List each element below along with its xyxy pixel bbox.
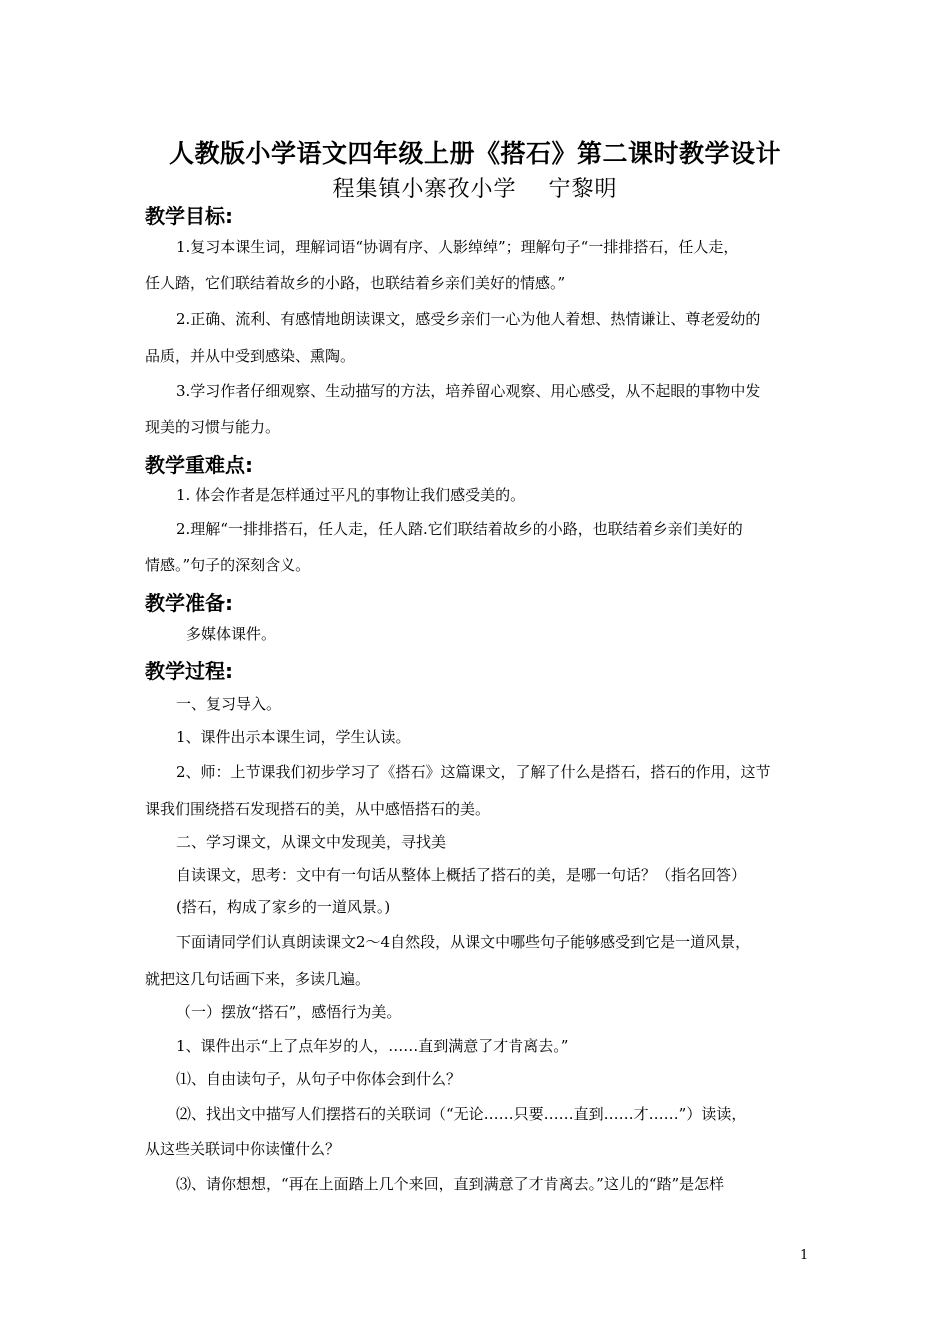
heading-objectives: 教学目标: <box>145 204 233 228</box>
heading-preparation: 教学准备: <box>145 591 233 615</box>
paragraph-line: 从这些关联词中你读懂什么？ <box>145 1140 341 1158</box>
paragraph-line: 情感。”句子的深刻含义。 <box>145 556 311 574</box>
paragraph-line: (搭石，构成了家乡的一道风景。) <box>176 898 391 916</box>
paragraph-line: 2.理解“一排排搭石，任人走，任人踏.它们联结着故乡的小路，也联结着乡亲们美好的 <box>176 520 743 538</box>
paragraph-line: 3.学习作者仔细观察、生动描写的方法，培养留心观察、用心感受，从不起眼的事物中发 <box>176 382 761 400</box>
paragraph-line: 就把这几句话画下来，多读几遍。 <box>145 970 371 988</box>
paragraph-line: 自读课文，思考：文中有一句话从整体上概括了搭石的美，是哪一句话？（指名回答） <box>176 866 747 884</box>
paragraph-line: 2.正确、流利、有感情地朗读课文，感受乡亲们一心为他人着想、热情谦让、尊老爱幼的 <box>176 310 761 328</box>
paragraph-line: 二、学习课文，从课文中发现美，寻找美 <box>176 833 447 851</box>
page-number: 1 <box>800 1248 809 1263</box>
paragraph-line: 一、复习导入。 <box>176 695 282 713</box>
paragraph-line: 1、课件出示本课生词，学生认读。 <box>176 728 411 746</box>
paragraph-line: 现美的习惯与能力。 <box>145 418 281 436</box>
paragraph-line: （一）摆放“搭石”，感悟行为美。 <box>176 1003 402 1021</box>
paragraph-line: 下面请同学们认真朗读课文2～4自然段，从课文中哪些句子能够感受到它是一道风景， <box>176 933 751 951</box>
paragraph-line: 课我们围绕搭石发现搭石的美，从中感悟搭石的美。 <box>145 800 491 818</box>
paragraph-line: 品质，并从中受到感染、熏陶。 <box>145 347 356 365</box>
heading-key-points: 教学重难点: <box>145 453 253 477</box>
paragraph-line: 1、课件出示“上了点年岁的人，……直到满意了才肯离去。” <box>176 1037 569 1055</box>
paragraph-line: ⑵、找出文中描写人们摆搭石的关联词（“无论……只要……直到……才……”）读读， <box>176 1105 747 1123</box>
paragraph-line: ⑴、自由读句子，从句子中你体会到什么？ <box>176 1070 462 1088</box>
paragraph-line: 1. 体会作者是怎样通过平凡的事物让我们感受美的。 <box>176 486 526 504</box>
paragraph-line: 2、师：上节课我们初步学习了《搭石》这篇课文，了解了什么是搭石，搭石的作用，这节 <box>176 763 771 781</box>
paragraph-line: ⑶、请你想想，“再在上面踏上几个来回，直到满意了才肯离去。”这儿的“踏”是怎样 <box>176 1175 725 1193</box>
heading-process: 教学过程: <box>145 659 233 683</box>
paragraph-line: 任人踏，它们联结着故乡的小路，也联结着乡亲们美好的情感。” <box>145 274 566 292</box>
document-author-line: 程集镇小寨孜小学 宁黎明 <box>332 177 618 202</box>
document-title: 人教版小学语文四年级上册《搭石》第二课时教学设计 <box>168 139 781 168</box>
paragraph-line: 多媒体课件。 <box>186 625 277 643</box>
paragraph-line: 1.复习本课生词，理解词语“协调有序、人影绰绰”；理解句子“一排排搭石，任人走， <box>176 238 739 256</box>
